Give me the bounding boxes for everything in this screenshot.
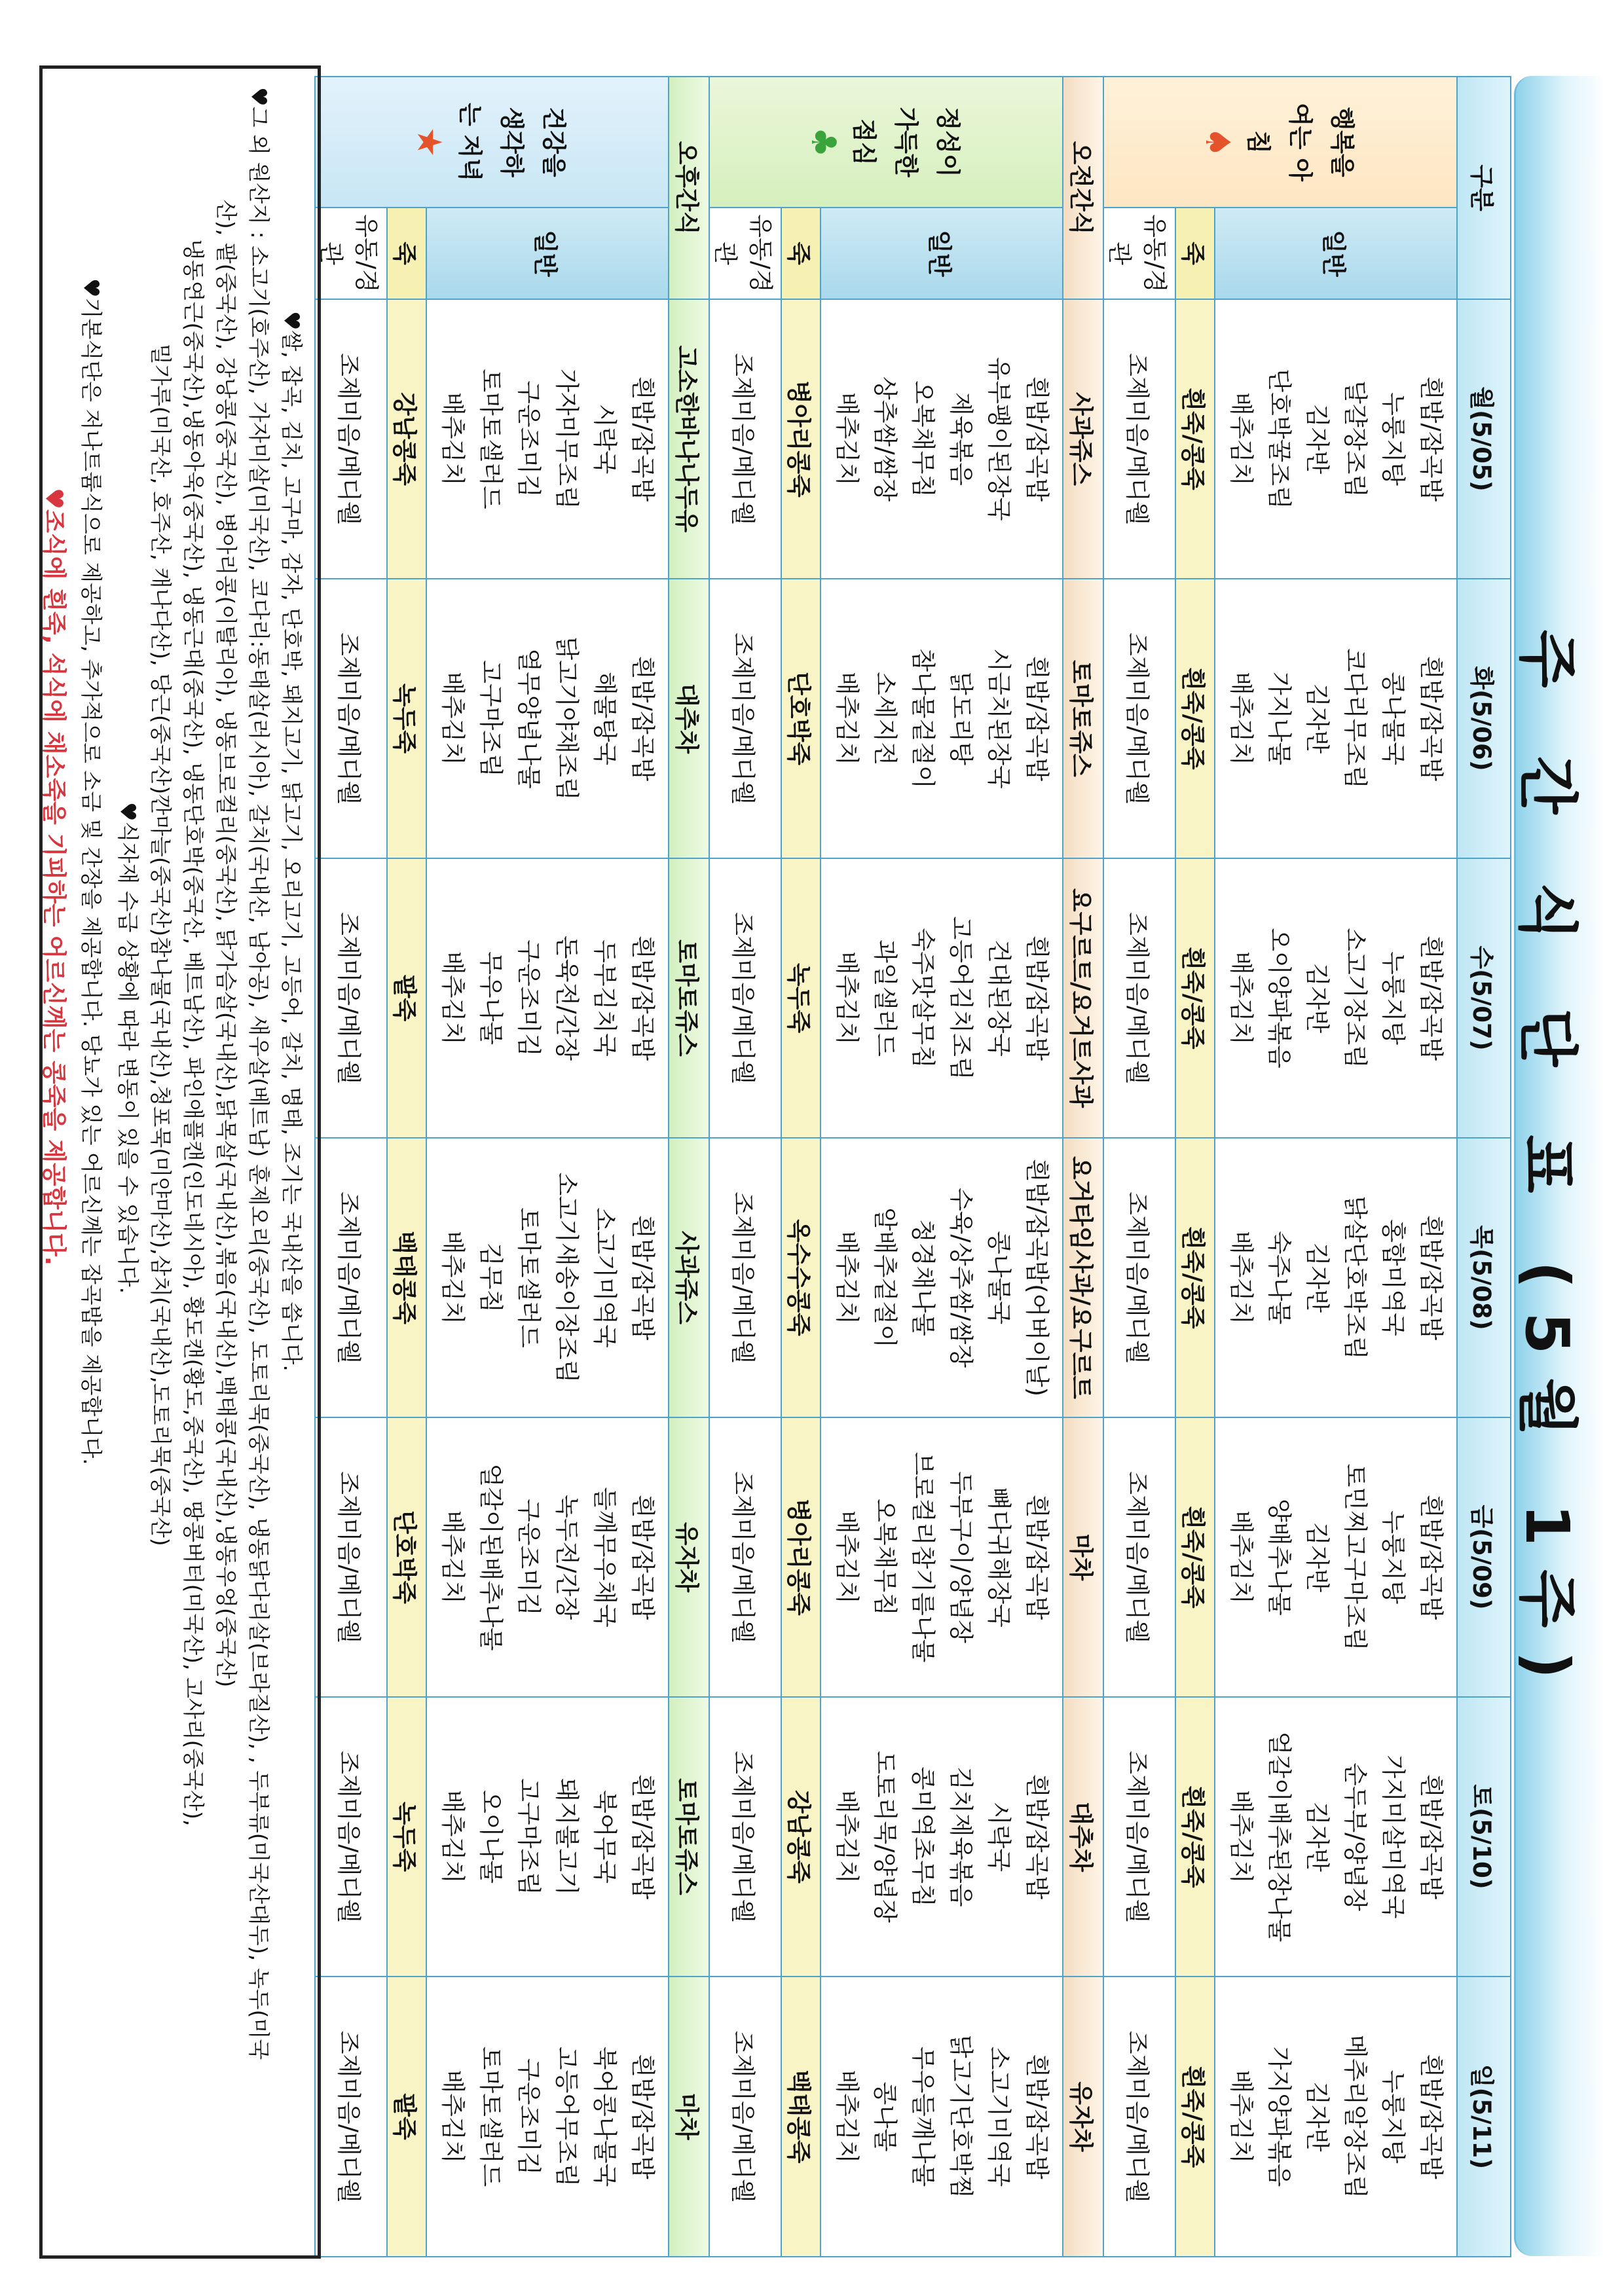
lunch-regular-row bbox=[821, 77, 1063, 2257]
menu-cell bbox=[426, 299, 669, 579]
menu-item: 흰밥/잡곡밥 bbox=[629, 2054, 657, 2179]
gubun-header: 구분 bbox=[1457, 77, 1511, 299]
menu-cell bbox=[821, 579, 1063, 858]
porridge-cell: 녹두죽 bbox=[387, 579, 426, 858]
menu-item: 청경채나물 bbox=[909, 1219, 937, 1336]
dinner-porridge-row bbox=[387, 77, 426, 2257]
dinner-regular-row bbox=[426, 77, 669, 2257]
lunch-regular-label: 일반 bbox=[821, 208, 1063, 299]
breakfast-meal-title: 행복을 여는 아침 bbox=[1244, 102, 1356, 182]
menu-item: 코다리무조림 bbox=[1341, 648, 1369, 789]
menu-item: 건대된장국 bbox=[985, 939, 1013, 1057]
menu-cell bbox=[1215, 858, 1457, 1138]
fluid-cell: 조제미음/메디웰 bbox=[1103, 1697, 1175, 1977]
breakfast-regular-label: 일반 bbox=[1215, 208, 1457, 299]
menu-item: 가지양파볶음 bbox=[1265, 2046, 1293, 2187]
menu-item: 토마토샐러드 bbox=[477, 369, 505, 509]
fluid-cell: 조제미음/메디웰 bbox=[709, 299, 781, 579]
menu-item: 메추리알장조림 bbox=[1341, 2034, 1369, 2199]
fluid-cell: 조제미음/메디웰 bbox=[709, 1417, 781, 1697]
menu-item: 콩나물국 bbox=[985, 1231, 1013, 1324]
menu-cell bbox=[821, 858, 1063, 1138]
menu-item: 고등어무조림 bbox=[553, 2046, 581, 2187]
fluid-cell: 조제미음/메디웰 bbox=[709, 1697, 781, 1977]
breakfast-regular-row bbox=[1215, 77, 1457, 2257]
breakfast-porridge-label: 죽 bbox=[1175, 208, 1215, 299]
fluid-cell: 조제미음/메디웰 bbox=[1103, 1977, 1175, 2257]
menu-item: 오복채무침 bbox=[871, 1499, 899, 1616]
pm_snack-label: 오후간식 bbox=[669, 77, 709, 299]
lunch-meal-label bbox=[709, 77, 1063, 208]
menu-item: 배추김치 bbox=[833, 1790, 861, 1884]
menu-item: 배추김치 bbox=[1227, 1790, 1255, 1884]
note-other-origin-4: 밀가루(미국산, 호주산, 캐나다산), 당근(중국산)깐마늘(중국산)참나물(국내산),청포묵(미얀마산),삼치(국내산),도토리묵(중국산) bbox=[148, 344, 174, 1546]
porridge-cell: 백태콩죽 bbox=[387, 1138, 426, 1417]
fluid-cell: 조제미음/메디웰 bbox=[315, 1417, 387, 1697]
snack-cell: 대추차 bbox=[669, 579, 709, 858]
menu-item: 닭도리탕 bbox=[947, 672, 975, 765]
lunch-fluid-label: 유동/경관 bbox=[709, 208, 781, 299]
porridge-cell: 흰죽/콩죽 bbox=[1175, 299, 1215, 579]
dinner-regular-label: 일반 bbox=[426, 208, 669, 299]
note-low-sodium: ♥기본식단은 저나트륨식으로 제공하고, 추가적으로 소금 및 간장을 제공합니다. 당뇨가 있는 어르신께는 잡곡밥을 제공합니다. bbox=[79, 278, 104, 1465]
porridge-cell: 흰죽/콩죽 bbox=[1175, 1417, 1215, 1697]
day-header-sun: 일(5/11) bbox=[1457, 1977, 1511, 2257]
menu-item: 배추김치 bbox=[1227, 2069, 1255, 2164]
menu-item: 제육볶음 bbox=[947, 392, 975, 486]
menu-item: 닭고기야채조림 bbox=[553, 636, 581, 801]
am_snack-row bbox=[1063, 77, 1103, 2257]
breakfast-fluid-label: 유동/경관 bbox=[1103, 208, 1175, 299]
fluid-cell: 조제미음/메디웰 bbox=[315, 1138, 387, 1417]
menu-item: 흰밥/잡곡밥 bbox=[1023, 376, 1051, 502]
menu-item: 구운조미김 bbox=[515, 2058, 543, 2176]
dinner-fluid-row bbox=[315, 77, 387, 2257]
menu-item: 배추김치 bbox=[439, 951, 467, 1045]
lunch-porridge-label: 죽 bbox=[781, 208, 821, 299]
menu-item: 시락국 bbox=[591, 403, 619, 475]
note-supply-change: ♥식자재 수급 상황에 따라 변동이 있을 수 있습니다. bbox=[115, 802, 141, 1294]
dinner-fluid-label: 유동/경관 bbox=[315, 208, 387, 299]
snack-cell: 토마토쥬스 bbox=[669, 858, 709, 1138]
snack-cell: 토마토쥬스 bbox=[669, 1697, 709, 1977]
fluid-cell: 조제미음/메디웰 bbox=[315, 1697, 387, 1977]
note-other-origin: ♥그 외 원산지 : 소고기(호주산), 가자미살(미국산), 코다리:동태살(러시아), 갈치(국내산, 남아공), 새우살(베트남) 훈제오리(중국산), 도토리묵(중국산), 냉동닭다리살(브라질산), , 두부류(미국산대두), 녹두(미국 bbox=[246, 87, 272, 2060]
menu-cell bbox=[1215, 1977, 1457, 2257]
day-header-mon: 월(5/05) bbox=[1457, 299, 1511, 579]
porridge-cell: 옥수수콩죽 bbox=[781, 1138, 821, 1417]
menu-item: 무우나물 bbox=[477, 951, 505, 1045]
snack-cell: 사과쥬스 bbox=[1063, 299, 1103, 579]
porridge-cell: 흰죽/콩죽 bbox=[1175, 1977, 1215, 2257]
menu-item: 김자반 bbox=[1303, 962, 1331, 1034]
menu-item: 돈육전/간장 bbox=[553, 935, 581, 1061]
fluid-cell: 조제미음/메디웰 bbox=[1103, 579, 1175, 858]
fluid-cell: 조제미음/메디웰 bbox=[315, 579, 387, 858]
title-bar bbox=[1514, 76, 1604, 2256]
porridge-cell: 강남콩죽 bbox=[387, 299, 426, 579]
menu-item: 뼈다귀해장국 bbox=[985, 1487, 1013, 1628]
menu-item: 배추김치 bbox=[439, 1790, 467, 1884]
snack-cell: 토마토쥬스 bbox=[1063, 579, 1103, 858]
note-porridge: ♥조식에 흰죽, 석식에 채소죽을 기피하는 어르신께는 콩죽을 제공합니다. bbox=[40, 488, 68, 1266]
menu-item: 브로컬리참기름나물 bbox=[909, 1451, 937, 1663]
menu-item: 토마토샐러드 bbox=[515, 1207, 543, 1348]
fluid-cell: 조제미음/메디웰 bbox=[709, 579, 781, 858]
porridge-cell: 팥죽 bbox=[387, 858, 426, 1138]
menu-item: 고구마조림 bbox=[515, 1778, 543, 1895]
menu-item: 김자반 bbox=[1303, 1522, 1331, 1593]
menu-item: 흰밥/잡곡밥 bbox=[629, 1774, 657, 1900]
porridge-cell: 강남콩죽 bbox=[781, 1697, 821, 1977]
menu-item: 김자반 bbox=[1303, 2081, 1331, 2152]
menu-item: 닭고기단호박찜 bbox=[947, 2034, 975, 2199]
menu-item: 콩나물국 bbox=[1379, 672, 1407, 765]
dinner-porridge-label: 죽 bbox=[387, 208, 426, 299]
menu-cell bbox=[426, 1417, 669, 1697]
menu-cell bbox=[821, 1138, 1063, 1417]
menu-item: 흰밥/잡곡밥 bbox=[1023, 2054, 1051, 2179]
menu-item: 닭살단호박조림 bbox=[1341, 1195, 1369, 1360]
porridge-cell: 흰죽/콩죽 bbox=[1175, 1138, 1215, 1417]
menu-item: 흰밥/잡곡밥 bbox=[1417, 376, 1445, 502]
menu-item: 콩나물 bbox=[871, 2081, 899, 2152]
notes-box bbox=[39, 65, 321, 2259]
breakfast-meal-label bbox=[1103, 77, 1457, 208]
menu-cell bbox=[1215, 299, 1457, 579]
menu-item: 단호박꿀조림 bbox=[1265, 369, 1293, 509]
fluid-cell: 조제미음/메디웰 bbox=[315, 858, 387, 1138]
menu-item: 알배추겉절이 bbox=[871, 1207, 899, 1348]
menu-item: 두부구이/양념장 bbox=[947, 1471, 975, 1643]
menu-item: 누룽지탕 bbox=[1379, 1510, 1407, 1604]
menu-cell bbox=[1215, 1138, 1457, 1417]
menu-item: 구운조미김 bbox=[515, 1499, 543, 1616]
lunch-porridge-row bbox=[781, 77, 821, 2257]
fluid-cell: 조제미음/메디웰 bbox=[1103, 1417, 1175, 1697]
menu-item: 배추김치 bbox=[439, 392, 467, 486]
menu-item: 북어콩나물국 bbox=[591, 2046, 619, 2187]
lunch-fluid-row bbox=[709, 77, 781, 2257]
note-other-origin-3: 냉동연근(중국산),냉동아욱(중국산), 냉동근대(중국산), 냉동단호박(중국산, 베트남산), 파인애플캔(인도네시아), 황도캔(황도,중국산), 땅콩버터(미국산), 고사리(중국산), bbox=[181, 239, 206, 1827]
menu-item: 양배추나물 bbox=[1265, 1499, 1293, 1616]
menu-item: 상추쌈/쌈장 bbox=[871, 376, 899, 502]
menu-item: 배추김치 bbox=[833, 672, 861, 765]
menu-item: 시금치된장국 bbox=[985, 648, 1013, 789]
header-row bbox=[1457, 77, 1511, 2257]
day-header-wed: 수(5/07) bbox=[1457, 858, 1511, 1138]
snack-cell: 마차 bbox=[669, 1977, 709, 2257]
menu-item: 배추김치 bbox=[439, 672, 467, 765]
menu-item: 두부김치국 bbox=[591, 939, 619, 1057]
menu-item: 배추김치 bbox=[833, 2069, 861, 2164]
snack-cell: 요거타임사과/요구르트 bbox=[1063, 1138, 1103, 1417]
menu-item: 북어무국 bbox=[591, 1790, 619, 1884]
pm_snack-row bbox=[669, 77, 709, 2257]
porridge-cell: 흰죽/콩죽 bbox=[1175, 579, 1215, 858]
menu-item: 배추김치 bbox=[833, 951, 861, 1045]
menu-cell bbox=[1215, 1417, 1457, 1697]
menu-item: 토마토샐러드 bbox=[477, 2046, 505, 2187]
menu-item: 흰밥/잡곡밥 bbox=[1417, 1494, 1445, 1620]
menu-item: 순두부/양념장 bbox=[1341, 1762, 1369, 1911]
menu-item: 배추김치 bbox=[833, 392, 861, 486]
menu-item: 흰밥/잡곡밥 bbox=[1417, 655, 1445, 782]
snack-cell: 마차 bbox=[1063, 1417, 1103, 1697]
porridge-cell: 녹두죽 bbox=[387, 1697, 426, 1977]
menu-item: 배추김치 bbox=[439, 2069, 467, 2164]
menu-item: 유부팽이된장국 bbox=[985, 357, 1013, 521]
porridge-cell: 병아리콩죽 bbox=[781, 1417, 821, 1697]
menu-item: 배추김치 bbox=[1227, 672, 1255, 765]
lunch-meal-title: 정성이 가득한 점심 bbox=[850, 107, 962, 177]
porridge-cell: 흰죽/콩죽 bbox=[1175, 1697, 1215, 1977]
breakfast-fluid-row bbox=[1103, 77, 1175, 2257]
fluid-cell: 조제미음/메디웰 bbox=[315, 1977, 387, 2257]
menu-item: 김무침 bbox=[477, 1242, 505, 1313]
menu-cell bbox=[1215, 579, 1457, 858]
menu-item: 흰밥/잡곡밥 bbox=[629, 1214, 657, 1341]
menu-item: 가자미무조림 bbox=[553, 369, 581, 509]
menu-cell bbox=[426, 1697, 669, 1977]
menu-item: 열무양념나물 bbox=[515, 648, 543, 789]
menu-item: 들깨무우채국 bbox=[591, 1487, 619, 1628]
menu-item: 배추김치 bbox=[1227, 951, 1255, 1045]
menu-item: 흰밥/잡곡밥 bbox=[629, 1494, 657, 1620]
menu-item: 돼지불고기 bbox=[553, 1778, 581, 1895]
menu-item: 배추김치 bbox=[833, 1231, 861, 1324]
menu-item: 홍합미역국 bbox=[1379, 1219, 1407, 1336]
dinner-meal-label bbox=[315, 77, 669, 208]
menu-item: 오복채무침 bbox=[909, 380, 937, 498]
snack-cell: 고소한바나나두유 bbox=[669, 299, 709, 579]
menu-cell bbox=[821, 299, 1063, 579]
note-other-origin-2: 산), 팥(중국산), 강낭콩(중국산), 병아리콩(이탈리아), 냉동브로컬리(중국산), 닭가슴살(국내산),닭목살(국내산),볶음(국내산),백태콩(국내산),냉동우엉(중국산) bbox=[213, 200, 239, 1688]
snack-cell: 유자차 bbox=[669, 1417, 709, 1697]
menu-item: 김자반 bbox=[1303, 683, 1331, 754]
menu-item: 배추김치 bbox=[439, 1510, 467, 1604]
menu-item: 도토리묵/양념장 bbox=[871, 1751, 899, 1923]
snack-cell: 유자차 bbox=[1063, 1977, 1103, 2257]
fluid-cell: 조제미음/메디웰 bbox=[709, 858, 781, 1138]
menu-item: 소세지전 bbox=[871, 672, 899, 765]
am_snack-label: 오전간식 bbox=[1063, 77, 1103, 299]
day-header-tue: 화(5/06) bbox=[1457, 579, 1511, 858]
menu-item: 과일샐러드 bbox=[871, 939, 899, 1057]
menu-item: 가지나물 bbox=[1265, 672, 1293, 765]
menu-item: 무우들깨나물 bbox=[909, 2046, 937, 2187]
menu-cell bbox=[1215, 1697, 1457, 1977]
menu-item: 소고기미역국 bbox=[985, 2046, 1013, 2187]
menu-item: 녹두전/간장 bbox=[553, 1494, 581, 1620]
menu-cell bbox=[426, 858, 669, 1138]
menu-cell bbox=[821, 1977, 1063, 2257]
menu-item: 소고기새송이장조림 bbox=[553, 1172, 581, 1383]
day-header-fri: 금(5/09) bbox=[1457, 1417, 1511, 1697]
fluid-cell: 조제미음/메디웰 bbox=[315, 299, 387, 579]
menu-item: 김자반 bbox=[1303, 1242, 1331, 1313]
menu-item: 숙주맛살무침 bbox=[909, 928, 937, 1068]
menu-cell bbox=[426, 1138, 669, 1417]
menu-item: 배추김치 bbox=[833, 1510, 861, 1604]
menu-item: 흰밥/잡곡밥 bbox=[629, 935, 657, 1061]
menu-cell bbox=[821, 1417, 1063, 1697]
menu-item: 흰밥/잡곡밥 bbox=[1417, 1774, 1445, 1900]
menu-item: 토민찌고구마조림 bbox=[1341, 1463, 1369, 1651]
menu-item: 흰밥/잡곡밥 bbox=[1023, 935, 1051, 1061]
menu-item: 배추김치 bbox=[439, 1231, 467, 1324]
menu-item: 소고기미역국 bbox=[591, 1207, 619, 1348]
menu-item: 흰밥/잡곡밥 bbox=[1023, 655, 1051, 782]
menu-cell bbox=[426, 579, 669, 858]
menu-item: 흰밥/잡곡밥(어버이날) bbox=[1023, 1159, 1051, 1397]
lunch-mark-icon: ♣ bbox=[803, 126, 843, 158]
menu-item: 수육/상추쌈/쌈장 bbox=[947, 1187, 975, 1368]
porridge-cell: 녹두죽 bbox=[781, 858, 821, 1138]
menu-item: 참나물겉절이 bbox=[909, 648, 937, 789]
weekly-menu-table bbox=[314, 76, 1511, 2257]
menu-item: 해물탕국 bbox=[591, 672, 619, 765]
menu-item: 배추김치 bbox=[1227, 1231, 1255, 1324]
menu-item: 배추김치 bbox=[1227, 1510, 1255, 1604]
fluid-cell: 조제미음/메디웰 bbox=[709, 1138, 781, 1417]
note-domestic-origin: ♥쌀, 잡곡, 김치, 고구마, 감자, 단호박, 돼지고기, 닭고기, 오리고기, 고등어, 갈치, 명태, 조기는 국내산을 씁니다. bbox=[279, 311, 304, 1372]
menu-item: 김치제육볶음 bbox=[947, 1766, 975, 1907]
menu-item: 누룽지탕 bbox=[1379, 2069, 1407, 2164]
porridge-cell: 팥죽 bbox=[387, 1977, 426, 2257]
porridge-cell: 단호박죽 bbox=[781, 579, 821, 858]
day-header-sat: 토(5/10) bbox=[1457, 1697, 1511, 1977]
menu-item: 고등어김치조림 bbox=[947, 916, 975, 1080]
menu-item: 콩미역초무침 bbox=[909, 1766, 937, 1907]
menu-item: 오이나물 bbox=[477, 1790, 505, 1884]
fluid-cell: 조제미음/메디웰 bbox=[1103, 299, 1175, 579]
menu-item: 흰밥/잡곡밥 bbox=[1417, 935, 1445, 1061]
menu-item: 흰밥/잡곡밥 bbox=[1023, 1774, 1051, 1900]
day-header-thu: 목(5/08) bbox=[1457, 1138, 1511, 1417]
fluid-cell: 조제미음/메디웰 bbox=[1103, 1138, 1175, 1417]
snack-cell: 대추차 bbox=[1063, 1697, 1103, 1977]
menu-item: 흰밥/잡곡밥 bbox=[1417, 2054, 1445, 2179]
porridge-cell: 병아리콩죽 bbox=[781, 299, 821, 579]
breakfast-mark-icon: ♠ bbox=[1198, 126, 1237, 158]
menu-item: 달걀장조림 bbox=[1341, 380, 1369, 498]
fluid-cell: 조제미음/메디웰 bbox=[1103, 858, 1175, 1138]
menu-item: 소고기장조림 bbox=[1341, 928, 1369, 1068]
menu-item: 고구마조림 bbox=[477, 660, 505, 777]
menu-item: 흰밥/잡곡밥 bbox=[1417, 1214, 1445, 1341]
menu-item: 김자반 bbox=[1303, 403, 1331, 475]
porridge-cell: 흰죽/콩죽 bbox=[1175, 858, 1215, 1138]
menu-item: 흰밥/잡곡밥 bbox=[629, 655, 657, 782]
menu-item: 배추김치 bbox=[1227, 392, 1255, 486]
menu-item: 오이양파볶음 bbox=[1265, 928, 1293, 1068]
porridge-cell: 단호박죽 bbox=[387, 1417, 426, 1697]
menu-item: 가지미살미역국 bbox=[1379, 1755, 1407, 1919]
breakfast-porridge-row bbox=[1175, 77, 1215, 2257]
menu-cell bbox=[821, 1697, 1063, 1977]
porridge-cell: 백태콩죽 bbox=[781, 1977, 821, 2257]
snack-cell: 사과쥬스 bbox=[669, 1138, 709, 1417]
dinner-meal-title: 건강을 생각하는 저녁 bbox=[456, 102, 568, 182]
menu-item: 숙주나물 bbox=[1265, 1231, 1293, 1324]
menu-item: 누룽지탕 bbox=[1379, 392, 1407, 486]
menu-item: 얼갈이된배추나물 bbox=[477, 1463, 505, 1651]
menu-item: 시락국 bbox=[985, 1801, 1013, 1872]
snack-cell: 요구르트/요거트사과 bbox=[1063, 858, 1103, 1138]
fluid-cell: 조제미음/메디웰 bbox=[709, 1977, 781, 2257]
menu-item: 얼갈이배추된장나물 bbox=[1265, 1731, 1293, 1942]
menu-cell bbox=[426, 1977, 669, 2257]
menu-item: 구운조미김 bbox=[515, 939, 543, 1057]
menu-item: 김자반 bbox=[1303, 1801, 1331, 1872]
menu-item: 구운조미김 bbox=[515, 380, 543, 498]
menu-item: 누룽지탕 bbox=[1379, 951, 1407, 1045]
dinner-mark-icon: ★ bbox=[409, 126, 449, 158]
menu-item: 흰밥/잡곡밥 bbox=[1023, 1494, 1051, 1620]
menu-item: 흰밥/잡곡밥 bbox=[629, 376, 657, 502]
page-title: 주 간 식 단 표 (5월 1주) bbox=[1512, 629, 1582, 1703]
